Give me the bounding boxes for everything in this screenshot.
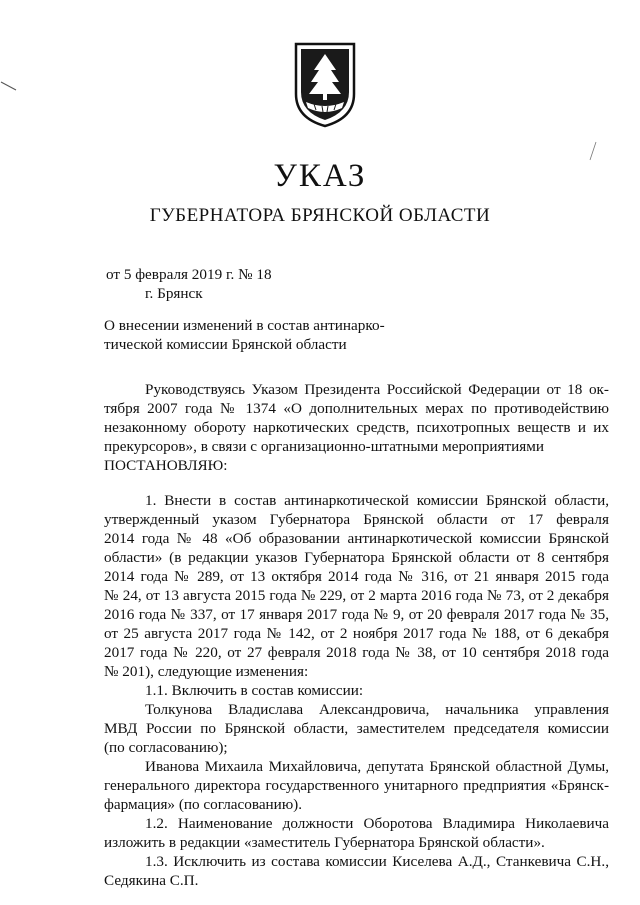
body-line: области» (в редакции указов Губернатора Брянской области от 8 сентября bbox=[104, 549, 609, 566]
body-line: 1.2. Наименование должности Оборотова Владимира Николаевича bbox=[145, 815, 609, 832]
subject-line: тической комиссии Брянской области bbox=[104, 336, 347, 353]
document-subtitle: ГУБЕРНАТОРА БРЯНСКОЙ ОБЛАСТИ bbox=[149, 205, 491, 226]
body-line: тября 2007 года № 1374 «О дополнительных мерах по противодействию bbox=[104, 400, 609, 417]
body-line: 2016 года № 337, от 17 января 2017 года № 9, от 20 февраля 2017 года № 35, bbox=[104, 606, 609, 623]
body-line: 1. Внести в состав антинаркотической комиссии Брянской области, bbox=[145, 492, 609, 509]
subject-line: О внесении изменений в состав антинарко- bbox=[104, 317, 385, 334]
body-line: изложить в редакции «заместитель Губернатора Брянской области». bbox=[104, 834, 545, 851]
body-line: № 201), следующие изменения: bbox=[104, 663, 309, 680]
body-line: 2014 года № 289, от 13 октября 2014 года № 316, от 21 января 2015 года bbox=[104, 568, 609, 585]
body-line: Иванова Михаила Михайловича, депутата Брянской областной Думы, bbox=[145, 758, 609, 775]
body-line: фармация» (по согласованию). bbox=[104, 796, 303, 813]
body-line: ПОСТАНОВЛЯЮ: bbox=[104, 457, 228, 474]
body-line: (по согласованию); bbox=[104, 739, 228, 756]
body-line: Седякина С.П. bbox=[104, 872, 199, 889]
body-line: 1.3. Исключить из состава комиссии Киселева А.Д., Станкевича С.Н., bbox=[145, 853, 609, 870]
body-line: прекурсоров», в связи с организационно-штатными мероприятиями bbox=[104, 438, 544, 455]
body-line: 1.1. Включить в состав комиссии: bbox=[145, 682, 364, 699]
date-number-line: от 5 февраля 2019 г. № 18 bbox=[106, 266, 272, 283]
body-line: утвержденный указом Губернатора Брянской области от 17 февраля bbox=[104, 511, 609, 528]
body-line: генерального директора государственного унитарного предприятия «Брянск- bbox=[104, 777, 609, 794]
body-line: незаконному обороту наркотических средств, психотропных веществ и их bbox=[104, 419, 609, 436]
body-line: от 25 августа 2017 года № 142, от 2 ноября 2017 года № 188, от 6 декабря bbox=[104, 625, 609, 642]
scan-mark bbox=[586, 140, 600, 164]
body-line: 2014 года № 48 «Об образовании антинаркотической комиссии Брянской bbox=[104, 530, 609, 547]
body-line: Толкунова Владислава Александровича, начальника управления bbox=[145, 701, 609, 718]
document-title: УКАЗ bbox=[273, 158, 367, 194]
body-line: Руководствуясь Указом Президента Российской Федерации от 18 ок- bbox=[145, 381, 609, 398]
scan-mark bbox=[0, 80, 20, 94]
coat-of-arms-icon bbox=[292, 40, 358, 128]
body-line: 2017 года № 220, от 27 февраля 2018 года № 38, от 10 сентября 2018 года bbox=[104, 644, 609, 661]
city-line: г. Брянск bbox=[145, 285, 203, 302]
body-line: МВД России по Брянской области, заместителем председателя комиссии bbox=[104, 720, 609, 737]
body-line: № 24, от 13 августа 2015 года № 229, от 2 марта 2016 года № 73, от 2 декабря bbox=[104, 587, 609, 604]
